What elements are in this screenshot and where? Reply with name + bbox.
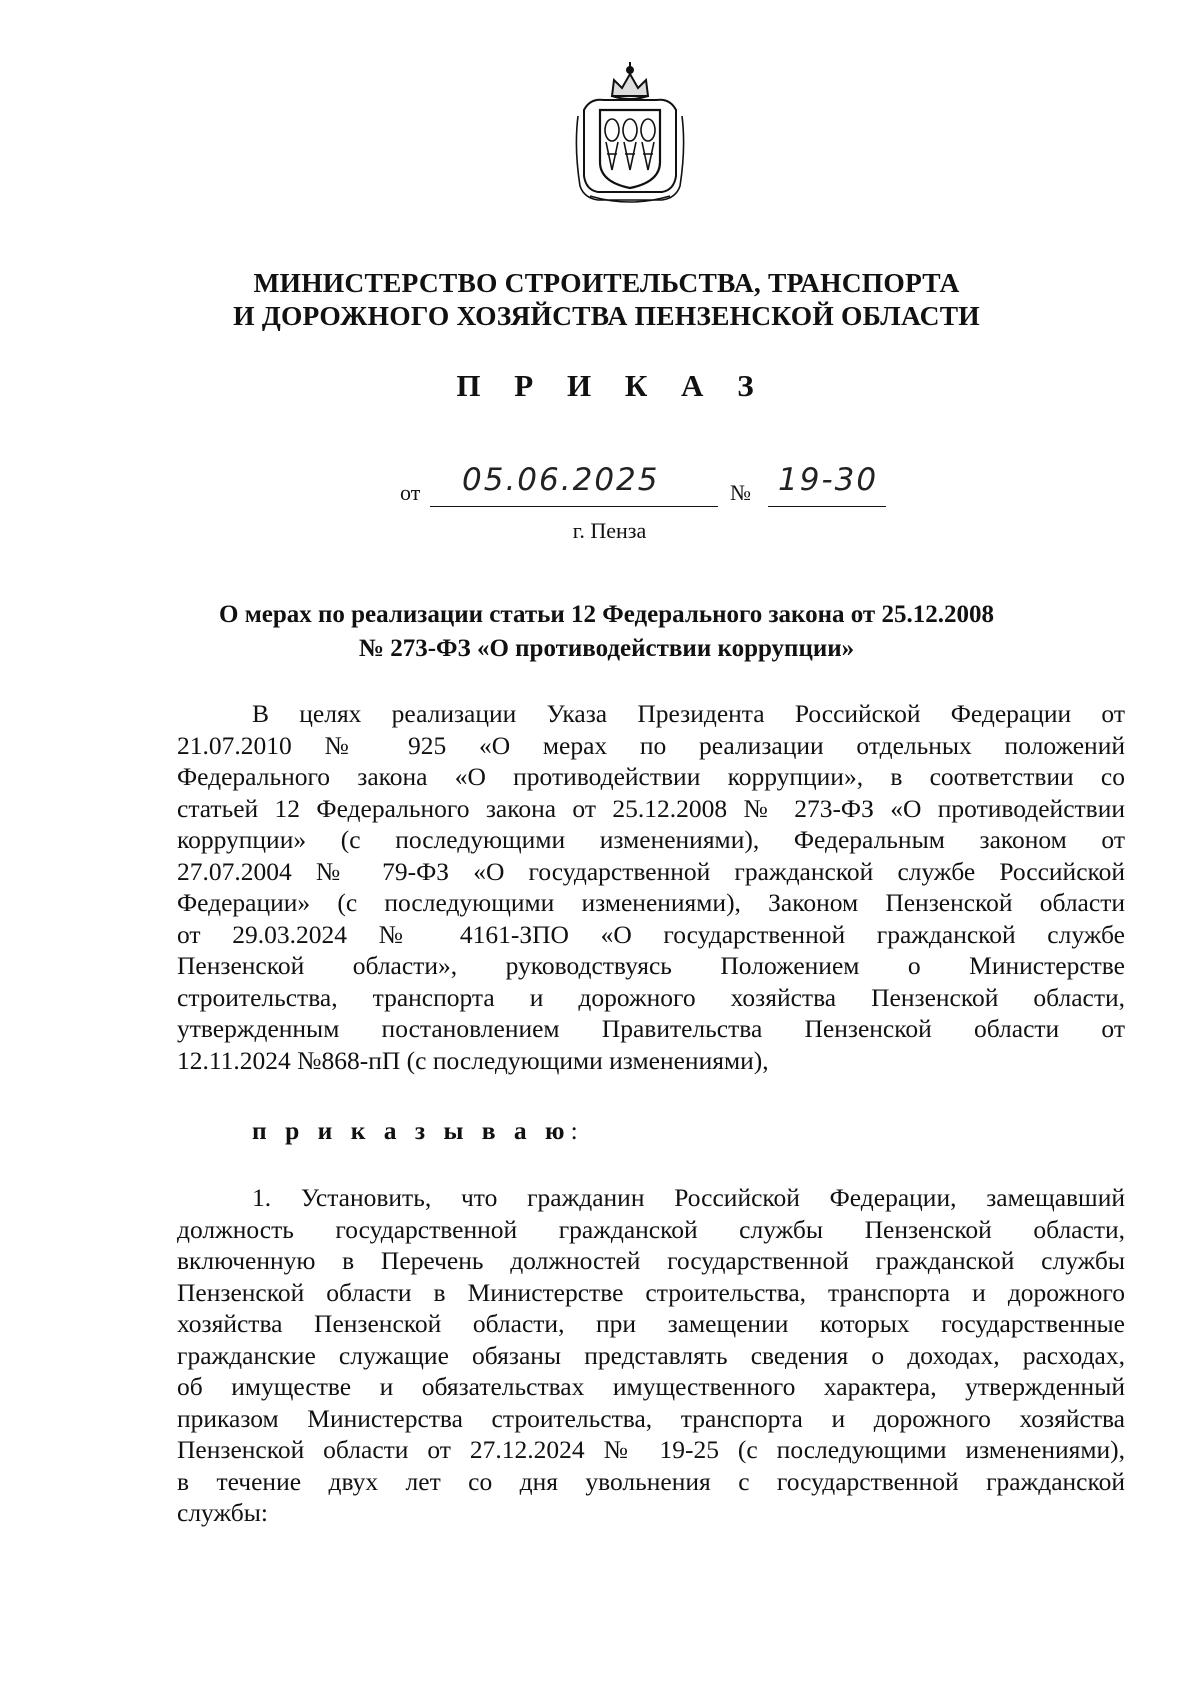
preamble-line: Федерации» (с последующими изменениями), Законом Пензенской области [177,888,1125,917]
date-label: от [400,480,421,505]
subject-line-1: О мерах по реализации статьи 12 Федерального закона от 25.12.2008 [219,601,994,628]
subject-heading [0,598,1200,666]
item-line: в течение двух лет со дня увольнения с государственной гражданской [177,1466,1125,1496]
item-line: гражданские служащие обязаны представлять сведения о доходах, расходах, [177,1340,1125,1370]
item-line: Пензенской области от 27.12.2024 № 19-25 (с последующими изменениями), [177,1435,1125,1464]
number-handwritten-value: 19-30 [778,462,879,498]
city-label: г. Пенза [572,518,647,543]
document-type-title: П Р И К А З [456,368,767,403]
preamble-line: от 29.03.2024 № 4161-ЗПО «О государственной гражданской службе [177,919,1125,949]
item-line: включенную в Перечень должностей государственной гражданской службы [177,1246,1125,1275]
preamble-line: строительства, транспорта и дорожного хозяйства Пензенской области, [177,982,1125,1012]
date-handwritten-value: 05.06.2025 [462,462,660,498]
number-underline [768,506,886,507]
preamble-line: 27.07.2004 № 79-ФЗ «О государственной гражданской службе Российской [177,856,1125,886]
ministry-name-line-1: МИНИСТЕРСТВО СТРОИТЕЛЬСТВА, ТРАНСПОРТА [253,267,960,298]
order-word-colon: : [570,1116,578,1145]
preamble-paragraph [177,698,1125,1076]
preamble-line: утвержденным постановлением Правительства Пензенской области от [177,1014,1125,1043]
ministry-name-line-2: И ДОРОЖНОГО ХОЗЯЙСТВА ПЕНЗЕНСКОЙ ОБЛАСТИ [233,300,980,331]
preamble-line: Пензенской области», руководствуясь Положением о Министерстве [177,951,1125,980]
item-line: хозяйства Пензенской области, при замещении которых государственные [177,1309,1125,1338]
preamble-line: коррупции» (с последующими изменениями), Федеральным законом от [177,825,1125,854]
subject-line-2: № 273-ФЗ «О противодействии коррупции» [358,635,855,662]
coat-of-arms-emblem-icon [570,58,690,208]
preamble-line: 21.07.2010 № 925 «О мерах по реализации отдельных положений [177,730,1125,760]
date-underline [430,506,718,507]
preamble-line: В целях реализации Указа Президента Российской Федерации от [252,699,1125,728]
preamble-line: статьей 12 Федерального закона от 25.12.2008 № 273-ФЗ «О противодействии [177,793,1125,823]
preamble-line: 12.11.2024 №868-пП (с последующими изменениями), [177,1045,769,1075]
item-line: об имуществе и обязательствах имущественного характера, утвержденный [177,1372,1125,1401]
item-line: службы: [177,1498,268,1527]
number-label: № [730,480,751,505]
order-word [252,1116,578,1146]
order-word-text: п р и к а з ы в а ю [252,1116,571,1145]
item-line: Пензенской области в Министерстве строительства, транспорта и дорожного [177,1277,1125,1307]
item-line: 1. Установить, что гражданин Российской Федерации, замещавший [252,1183,1125,1212]
item-1-paragraph [177,1182,1125,1529]
item-line: приказом Министерства строительства, транспорта и дорожного хозяйства [177,1403,1125,1433]
preamble-line: Федерального закона «О противодействии коррупции», в соответствии со [177,762,1125,791]
item-line: должность государственной гражданской службы Пензенской области, [177,1214,1125,1244]
ministry-name [0,266,1200,332]
